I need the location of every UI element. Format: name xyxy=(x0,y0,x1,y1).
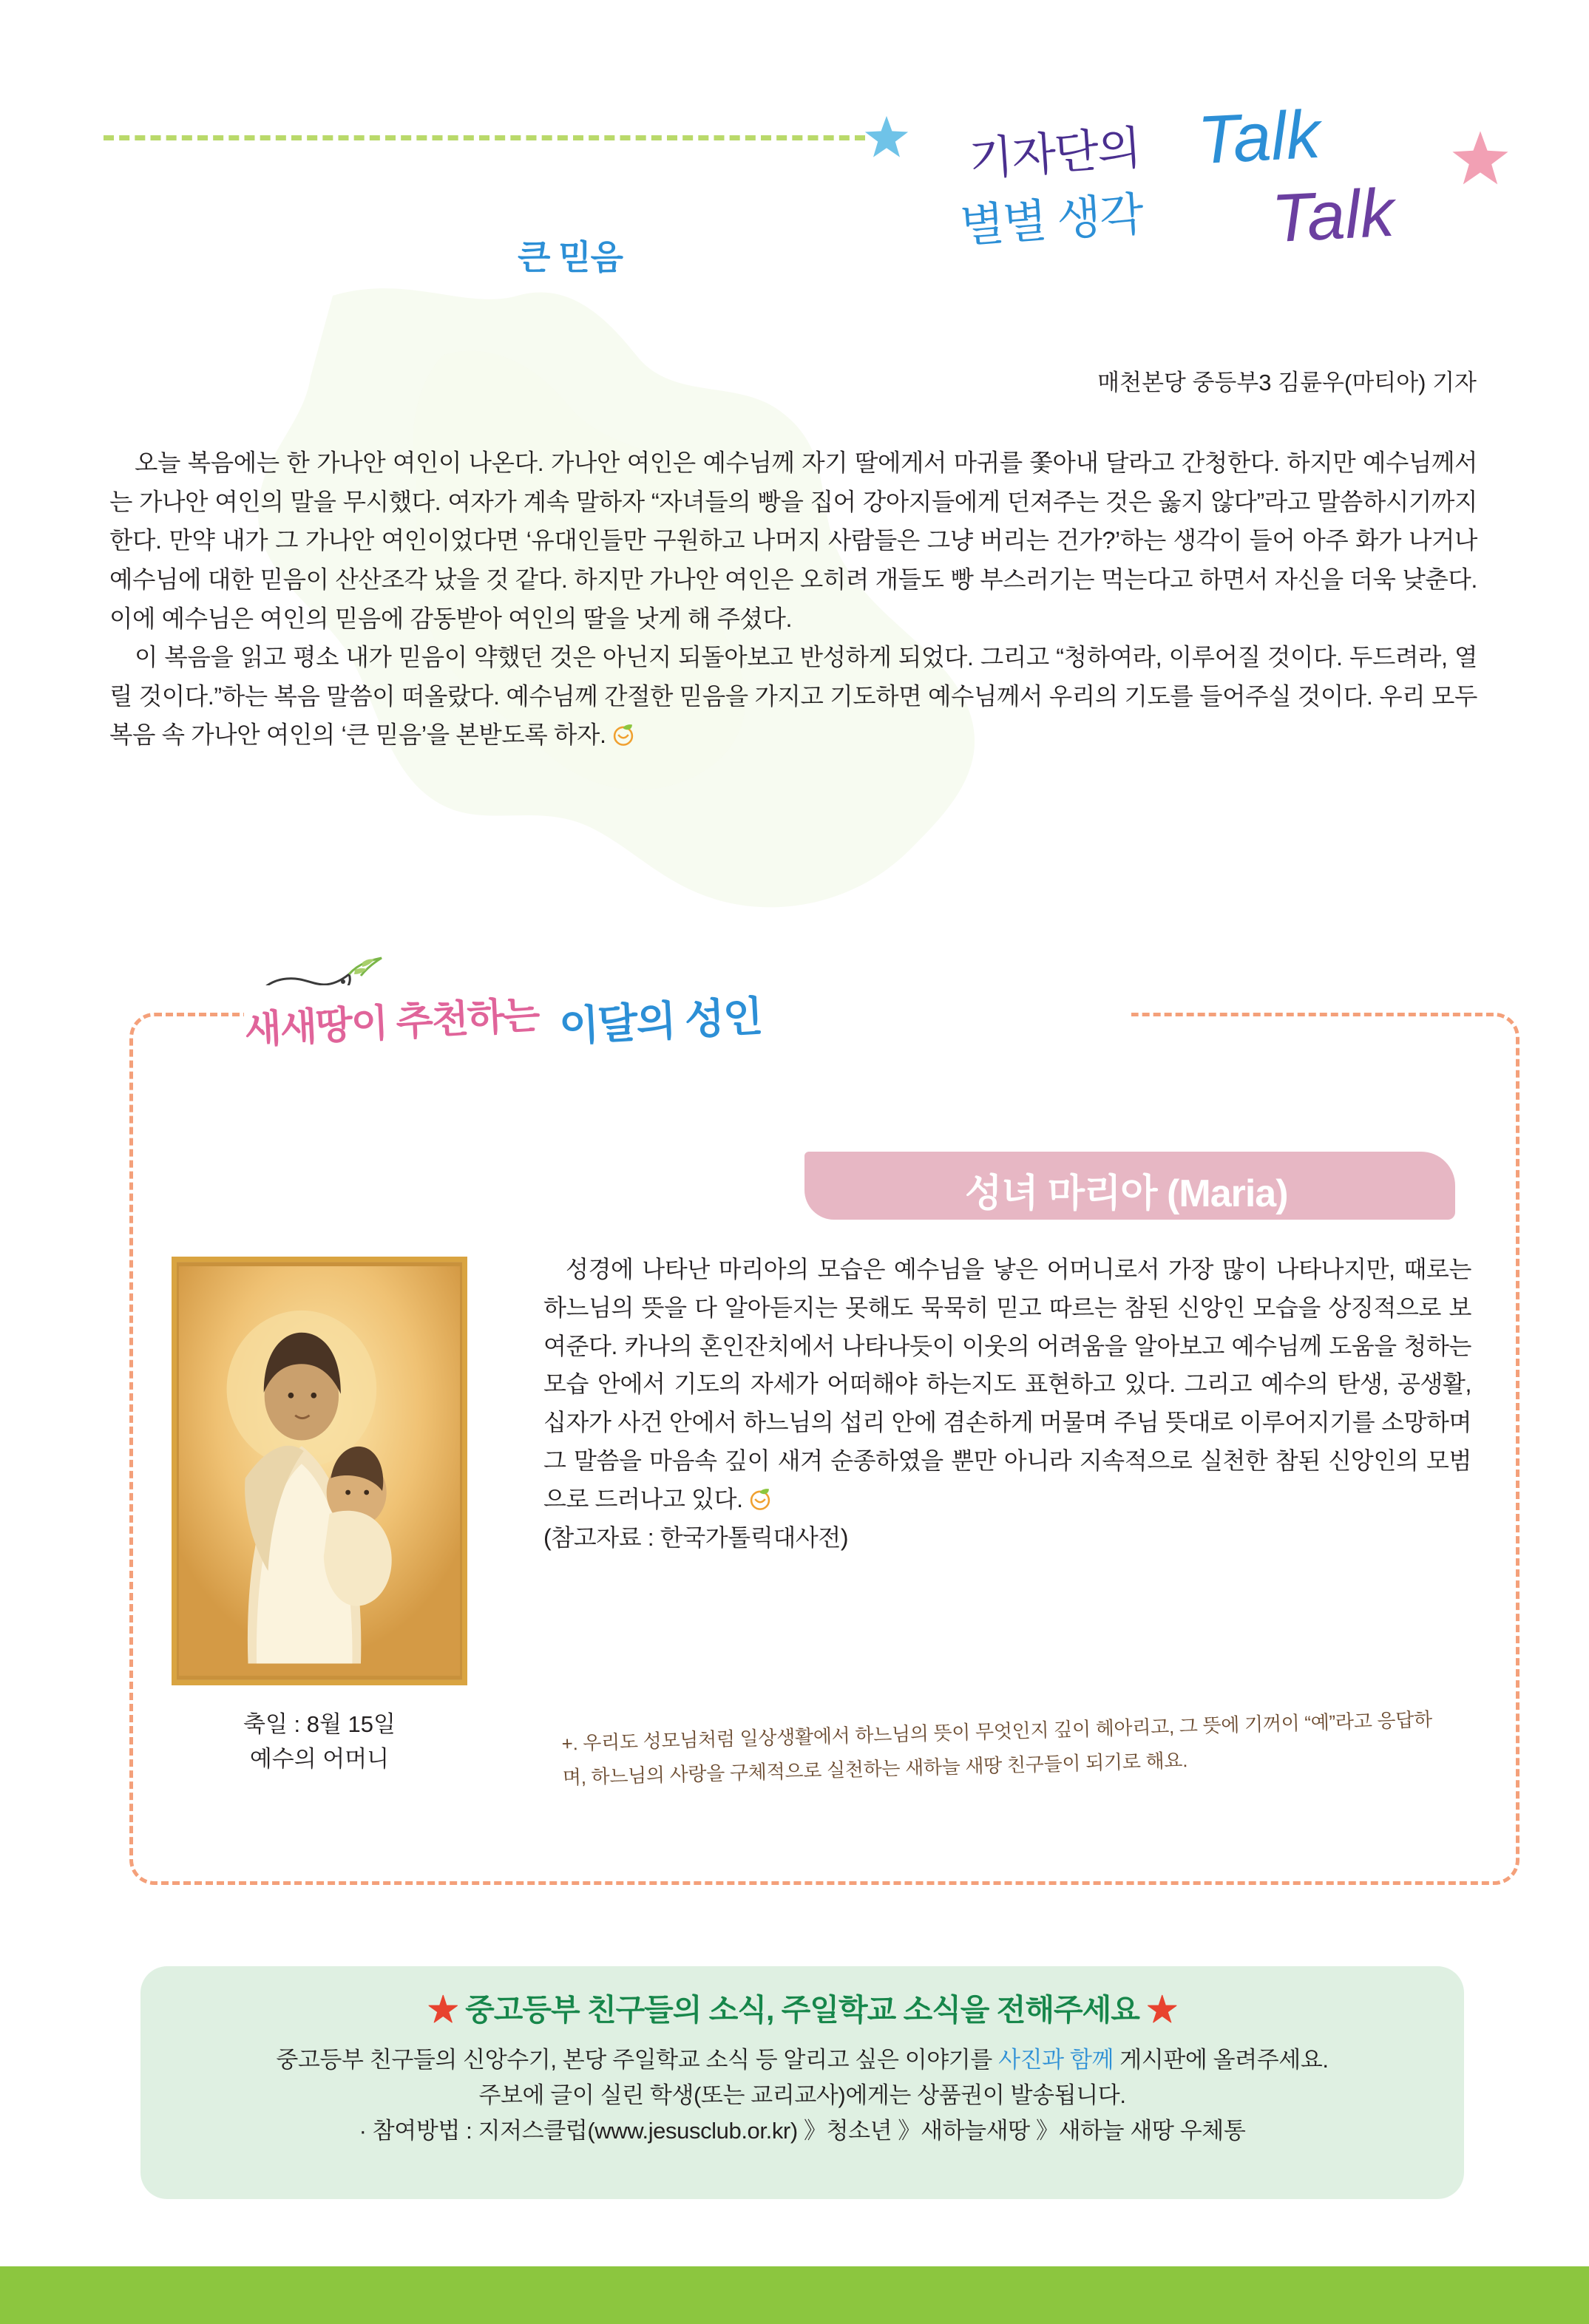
saint-painting-caption xyxy=(172,1708,467,1776)
notice-box xyxy=(140,1966,1464,2199)
notice-line-2: 주보에 글이 실린 학생(또는 교리교사)에게는 상품권이 발송됩니다. xyxy=(478,2082,1126,2109)
masthead-kr-line2: 별별 생각 xyxy=(958,188,1145,253)
notice-title xyxy=(140,1985,1464,2029)
saint-section-header xyxy=(244,985,1131,1052)
article-paragraph-1: 오늘 복음에는 한 가나안 여인이 나온다. 가나안 여인은 예수님께 자기 딸에게서 마귀를 쫓아내 달라고 간청한다. 하지만 예수님께서는 가나안 여인의 말을 무시했다. 여자가 계속 말하자 “자녀들의 빵을 집어 강아지들에게 던져주는 것은 옳지 않다”라고 말씀하시기까지 한다. 만약 내가 그 가나안 여인이었다면 ‘유대인들만 구원하고 나머지 사람들은 그냥 버리는 건가?’하는 생각이 들어 아주 화가 나거나 예수님에 대한 믿음이 산산조각 났을 것 같다. 하지만 가나안 여인은 오히려 개들도 빵 부스러기는 먹는다고 하면서 자신을 더욱 낮춘다. 이에 예수님은 여인의 믿음에 감동받아 여인의 딸을 낫게 해 주셨다. xyxy=(109,449,1477,632)
article-paragraph-2 xyxy=(109,638,1477,755)
masthead-talk-line1: Talk xyxy=(1196,96,1322,179)
article-byline: 매천본당 중등부3 김륜우(마티아) 기자 xyxy=(1097,370,1477,395)
masthead-kr-line1: 기자단의 xyxy=(967,122,1142,186)
article-title: 큰 믿음 xyxy=(518,238,623,276)
saint-body xyxy=(543,1251,1471,1557)
sprout-icon xyxy=(611,722,636,747)
notice-lines xyxy=(140,2042,1464,2149)
notice-line-1b: 게시판에 올려주세요. xyxy=(1114,2047,1329,2073)
bottom-green-bar xyxy=(0,2266,1589,2324)
saint-header-part2: 이달의 성인 xyxy=(558,992,764,1050)
notice-line-1-highlight: 사진과 함께 xyxy=(998,2047,1114,2073)
saint-painting xyxy=(172,1257,467,1685)
article-paragraph-2-text: 이 복음을 읽고 평소 내가 믿음이 약했던 것은 아닌지 되돌아보고 반성하게 되었다. 그리고 “청하여라, 이루어질 것이다. 두드려라, 열릴 것이다.”하는 복음 말씀이 떠올랐다. 예수님께 간절한 믿음을 가지고 기도하면 예수님께서 우리의 기도를 들어주실 것이다. 우리 모두 복음 속 가나안 여인의 ‘큰 믿음’을 본받도록 하자. xyxy=(109,644,1477,749)
notice-title-text: 중고등부 친구들의 소식, 주일학교 소식을 전해주세요 xyxy=(465,1993,1139,2027)
article-body xyxy=(109,444,1477,755)
star-icon-left: ★ xyxy=(427,1993,458,2027)
saint-body-text: 성경에 나타난 마리아의 모습은 예수님을 낳은 어머니로서 가장 많이 나타나지만, 때로는 하느님의 뜻을 다 알아듣지는 못해도 묵묵히 믿고 따르는 참된 신앙인 모습을 상징적으로 보여준다. 카나의 혼인잔치에서 나타나듯이 이웃의 어려움을 알아보고 예수님께 도움을 청하는 모습 안에서 기도의 자세가 어떠해야 하는지도 표현하고 있다. 그리고 예수의 탄생, 공생활, 십자가 사건 안에서 하느님의 섭리 안에 겸손하게 머물며 주님 뜻대로 이루어지기를 소망하며 그 말씀을 마음속 깊이 새겨 순종하였을 뿐만 아니라 지속적으로 실천한 참된 신앙인의 모범으로 드러나고 있다. xyxy=(543,1256,1471,1512)
sprout-icon xyxy=(748,1487,773,1512)
top-dashed-divider xyxy=(104,135,865,140)
star-icon-pink xyxy=(1451,129,1510,188)
notice-line-1a: 중고등부 친구들의 신앙수기, 본당 주일학교 소식 등 알리고 싶은 이야기를 xyxy=(276,2047,999,2073)
saint-name-label: 성녀 마리아 (Maria) xyxy=(965,1172,1288,1215)
saint-header-part1: 새새땅이 추천하는 xyxy=(243,993,540,1052)
saint-feast-day: 축일 : 8월 15일 xyxy=(243,1711,396,1737)
notice-line-3: · 참여방법 : 지저스클럽(www.jesusclub.or.kr) 》청소년 》새하늘새땅 》새하늘 새땅 우체통 xyxy=(359,2118,1246,2144)
star-icon-blue xyxy=(864,115,909,160)
saint-body-paragraph xyxy=(543,1251,1471,1519)
saint-role: 예수의 어머니 xyxy=(249,1745,390,1772)
notice-line-1 xyxy=(140,2042,1464,2078)
star-icon-right: ★ xyxy=(1147,1993,1177,2027)
saint-source: (참고자료 : 한국가톨릭대사전) xyxy=(543,1523,849,1551)
masthead-talk-line2: Talk xyxy=(1270,174,1396,257)
saint-handwritten-note: +. 우리도 성모님처럼 일상생활에서 하느님의 뜻이 무엇인지 깊이 헤아리고, 그 뜻에 기꺼이 “예”라고 응답하며, 하느님의 사랑을 구체적으로 실천하는 새하늘 새땅 친구들이 되기로 해요. xyxy=(561,1708,1433,1789)
